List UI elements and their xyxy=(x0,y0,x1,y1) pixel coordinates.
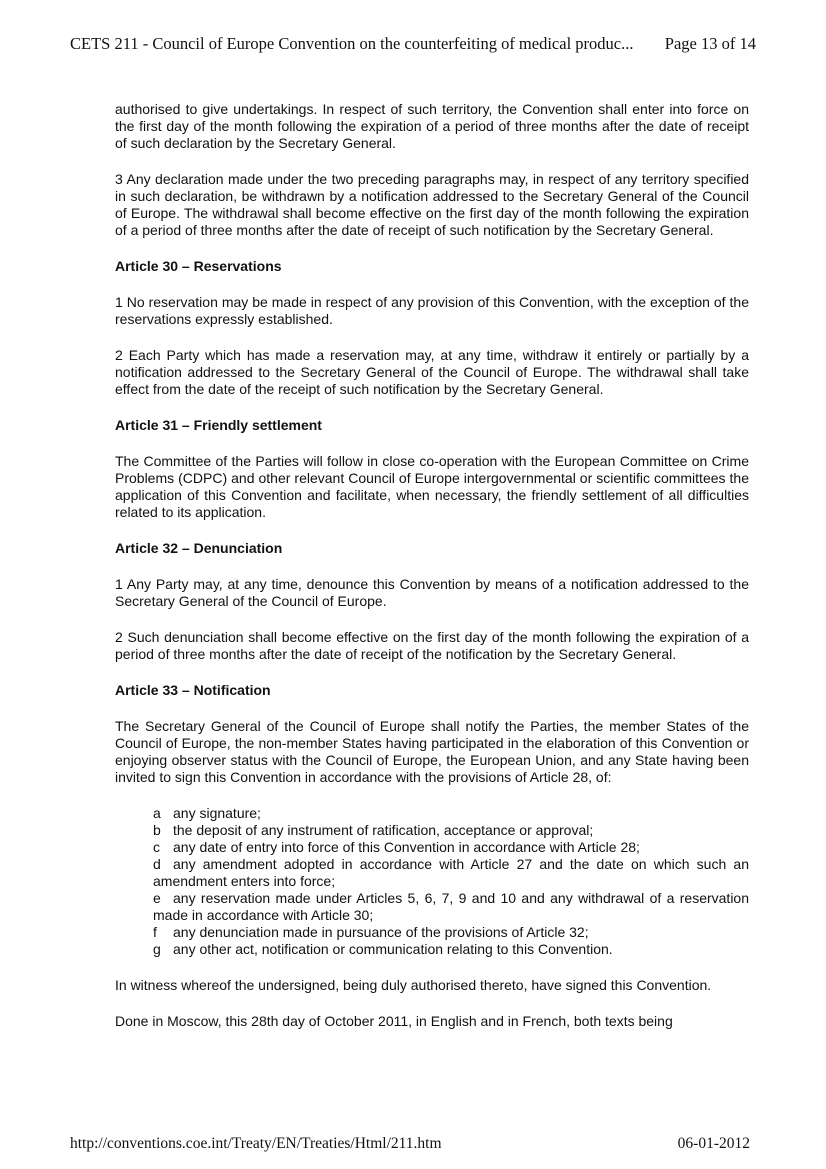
list-item xyxy=(153,856,749,890)
document-body xyxy=(115,101,749,1049)
done-paragraph: Done in Moscow, this 28th day of October 2011, in English and in French, both texts being xyxy=(115,1013,673,1029)
paragraph: 1 Any Party may, at any time, denounce this Convention by means of a notification addressed to the Secretary General of the Council of Europe. xyxy=(115,576,749,609)
page-number: Page 13 of 14 xyxy=(664,34,756,53)
paragraph: 3 Any declaration made under the two preceding paragraphs may, in respect of any territory specified in such declaration, be withdrawn by a notification addressed to the Secretary General of the Council of Europe. The withdrawal shall become effective on the first day of the month following the expiration of a period of three months after the date of receipt of such notification by the Secretary General. xyxy=(115,171,749,238)
list-text: any other act, notification or communication relating to this Convention. xyxy=(173,941,613,957)
list-item xyxy=(153,924,749,941)
page-header xyxy=(70,34,756,54)
list-letter: e xyxy=(153,890,161,906)
list-text: any denunciation made in pursuance of the provisions of Article 32; xyxy=(173,924,589,940)
list-letter: c xyxy=(153,839,160,855)
source-url[interactable]: http://conventions.coe.int/Treaty/EN/Treaties/Html/211.htm xyxy=(70,1135,442,1152)
document-title: CETS 211 - Council of Europe Convention on the counterfeiting of medical produc... xyxy=(70,34,634,53)
list-letter: b xyxy=(153,822,161,838)
paragraph: 2 Each Party which has made a reservation may, at any time, withdraw it entirely or partially by a notification addressed to the Secretary General of the Council of Europe. The withdrawal shall take effect from the date of the receipt of such notification by the Secretary General. xyxy=(115,347,749,397)
paragraph: authorised to give undertakings. In respect of such territory, the Convention shall enter into force on the first day of the month following the expiration of a period of three months after the date of receipt of such declaration by the Secretary General. xyxy=(115,101,749,151)
list-text: any amendment adopted in accordance with Article 27 and the date on which such an amendment enters into force; xyxy=(153,856,749,889)
list-item xyxy=(153,890,749,924)
print-date: 06-01-2012 xyxy=(677,1135,750,1152)
paragraph: 1 No reservation may be made in respect of any provision of this Convention, with the exception of the reservations expressly established. xyxy=(115,294,749,327)
witness-paragraph: In witness whereof the undersigned, being duly authorised thereto, have signed this Convention. xyxy=(115,977,712,993)
list-text: any signature; xyxy=(173,805,261,821)
list-letter: d xyxy=(153,856,161,872)
list-letter: g xyxy=(153,941,161,957)
notification-list xyxy=(153,805,749,958)
list-text: any date of entry into force of this Convention in accordance with Article 28; xyxy=(173,839,640,855)
article-31-heading: Article 31 – Friendly settlement xyxy=(115,417,322,433)
list-item xyxy=(153,839,749,856)
page-footer xyxy=(70,1135,750,1153)
list-item xyxy=(153,822,749,839)
list-text: any reservation made under Articles 5, 6, 7, 9 and 10 and any withdrawal of a reservation made in accordance with Article 30; xyxy=(153,890,749,923)
list-text: the deposit of any instrument of ratification, acceptance or approval; xyxy=(173,822,594,838)
list-item xyxy=(153,805,749,822)
article-30-heading: Article 30 – Reservations xyxy=(115,258,282,274)
paragraph: The Committee of the Parties will follow in close co-operation with the European Committee on Crime Problems (CDPC) and other relevant Council of Europe intergovernmental or scientific committees the application of this Convention and facilitate, when necessary, the friendly settlement of all difficulties related to its application. xyxy=(115,453,749,520)
article-33-heading: Article 33 – Notification xyxy=(115,682,271,698)
list-item xyxy=(153,941,749,958)
list-letter: f xyxy=(153,924,157,940)
paragraph: The Secretary General of the Council of Europe shall notify the Parties, the member States of the Council of Europe, the non-member States having participated in the elaboration of this Convention or enjoying observer status with the Council of Europe, the European Union, and any State having been invited to sign this Convention in accordance with the provisions of Article 28, of: xyxy=(115,718,749,785)
article-32-heading: Article 32 – Denunciation xyxy=(115,540,283,556)
list-letter: a xyxy=(153,805,161,821)
paragraph: 2 Such denunciation shall become effective on the first day of the month following the expiration of a period of three months after the date of receipt of the notification by the Secretary General. xyxy=(115,629,749,662)
